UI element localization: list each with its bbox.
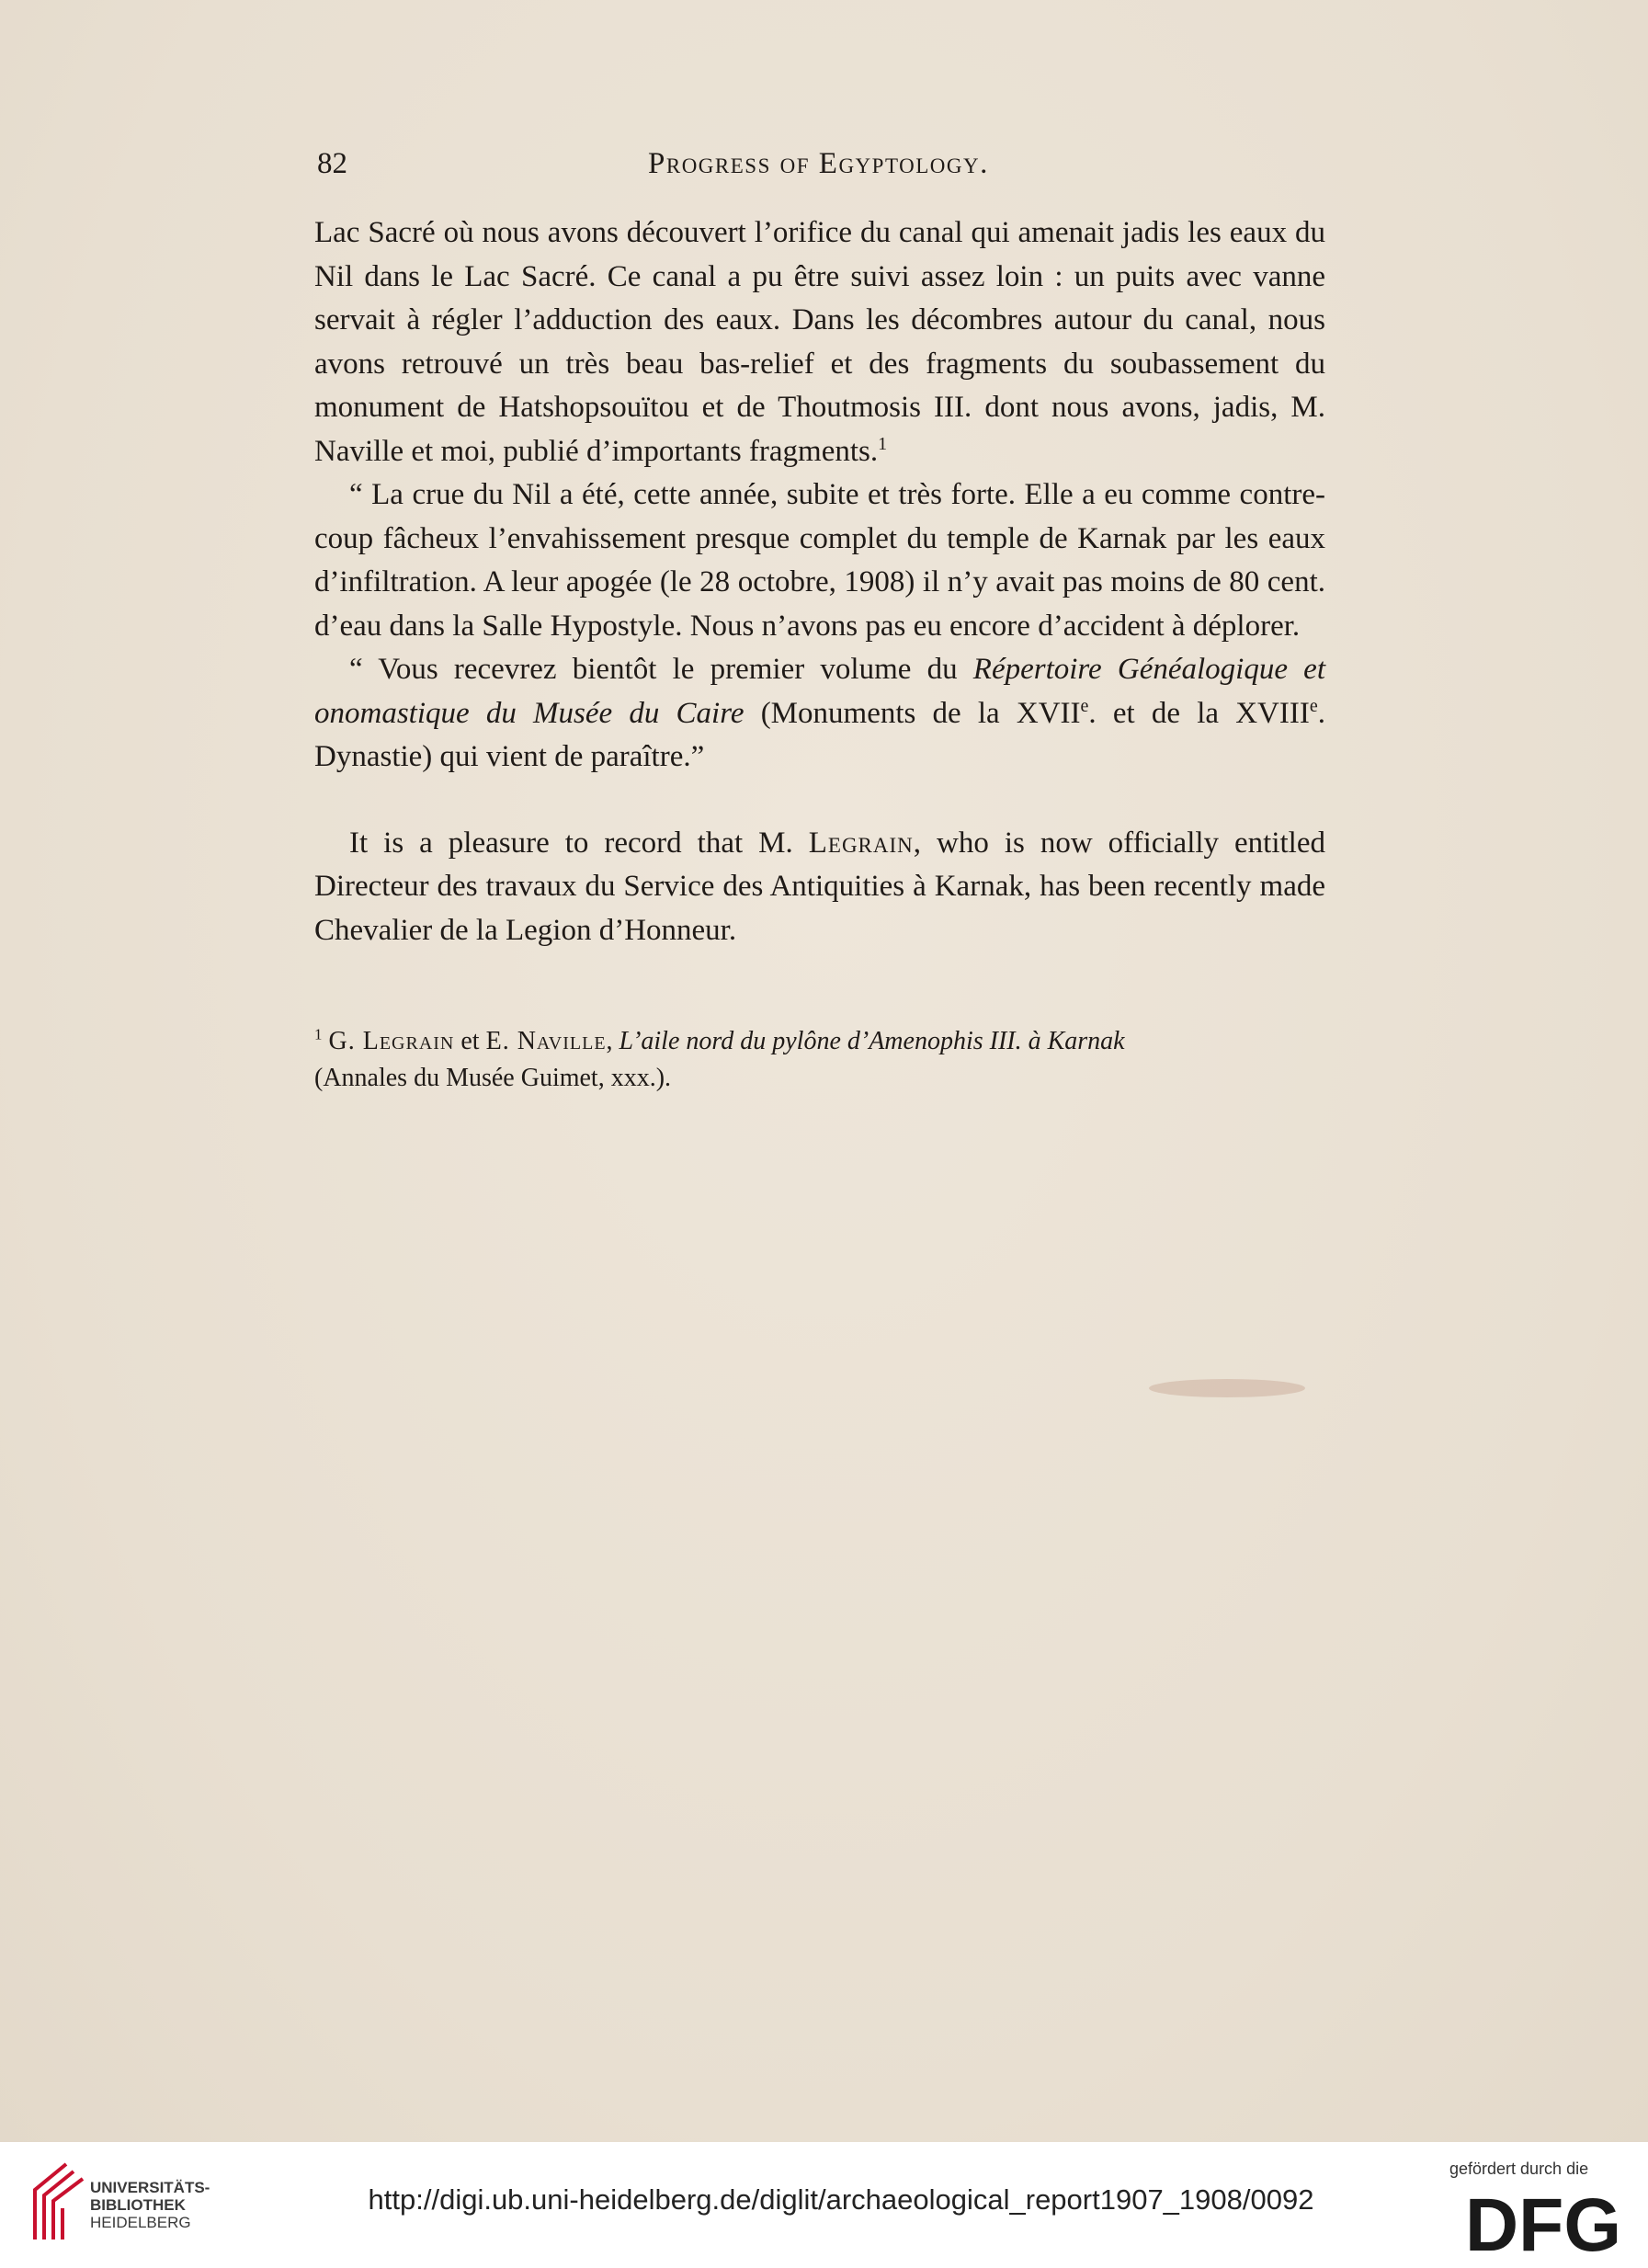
footnote-and: et	[454, 1027, 486, 1055]
library-name-line-3: HEIDELBERG	[90, 2214, 191, 2231]
library-name-line-2: BIBLIOTHEK	[90, 2196, 186, 2214]
paragraph-1-text: Lac Sacré où nous avons découvert l’orifice du canal qui amenait jadis les eaux du Nil dans le Lac Sacré. Ce canal a pu être suivi assez loin : un puits avec vanne servait à régler l’adduction des eaux. Dans les décombres autour du canal, nous avons retrouvé un très beau bas-relief et des fragments du soubassement du monument de Hatshopsouïtou et de Thoutmosis III. dont nous avons, jadis, M. Naville et moi, publié d’importants fragments.	[314, 216, 1325, 468]
paragraph-4-start: It is a pleasure to record that M.	[349, 826, 809, 860]
paragraph-1	[314, 211, 1325, 473]
paragraph-4	[314, 822, 1325, 953]
footer-bar	[0, 2142, 1648, 2268]
dfg-logo[interactable]	[1465, 2190, 1623, 2258]
library-name	[90, 2179, 210, 2231]
permalink-url[interactable]: http://digi.ub.uni-heidelberg.de/diglit/archaeological_report1907_1908/0092	[368, 2183, 1314, 2216]
running-head	[317, 147, 1328, 193]
footnote-source: (Annales du Musée Guimet, xxx.).	[314, 1064, 672, 1092]
footnote-author-2: E. Naville	[485, 1027, 607, 1055]
page-number: 82	[317, 147, 347, 180]
library-logo-icon[interactable]	[29, 2159, 90, 2243]
funded-by-label: gefördert durch die	[1449, 2160, 1589, 2178]
paragraph-3-end: . Dynastie) qui vient de paraître.”	[314, 696, 1325, 773]
dfg-logo-text: DFG	[1465, 2190, 1621, 2258]
paragraph-3	[314, 648, 1325, 780]
paragraph-3-mid2: . et de la XVIII	[1088, 696, 1310, 730]
superscript-e-1: e	[1080, 695, 1089, 716]
paragraph-3-mid: (Monuments de la XVII	[744, 696, 1081, 730]
footnote-author-1: G. Legrain	[328, 1027, 455, 1055]
paper-stain	[1149, 1379, 1305, 1397]
library-name-line-1: UNIVERSITÄTS-	[90, 2179, 210, 2196]
footnote-marker: 1	[314, 1025, 323, 1043]
paragraph-2: “ La crue du Nil a été, cette année, subite et très forte. Elle a eu comme contre-coup fâcheux l’envahissement presque complet du temple de Karnak par les eaux d’infiltration. A leur apogée (le 28 octobre, 1908) il n’y avait pas moins de 80 cent. d’eau dans la Salle Hypostyle. Nous n’avons pas eu encore d’accident à déplorer.	[314, 478, 1325, 643]
main-text	[314, 211, 1325, 952]
superscript-e-2: e	[1309, 695, 1318, 716]
footnote-ref: 1	[878, 433, 888, 454]
footnote: $^1$ G. Legrain et E. Naville, L’aile nord du pylône d’Amenophis III. à Karnak (Annales du Musée Guimet, xxx.).	[314, 1023, 1325, 1097]
paragraph-4-end: , who is now officially entitled Directeur des travaux du Service des Antiquities à Karnak, has been recently made Chevalier de la Legion d’Honneur.	[314, 826, 1325, 947]
paragraph-3-start: “ Vous recevrez bientôt le premier volume du	[349, 653, 973, 686]
book-title: Répertoire Généalogique et onomastique du Musée du Caire	[314, 653, 1326, 730]
running-title: Progress of Egyptology.	[648, 147, 989, 180]
footnote-title: L’aile nord du pylône d’Amenophis III. à Karnak	[619, 1027, 1125, 1055]
name-legrain: Legrain	[808, 826, 914, 860]
